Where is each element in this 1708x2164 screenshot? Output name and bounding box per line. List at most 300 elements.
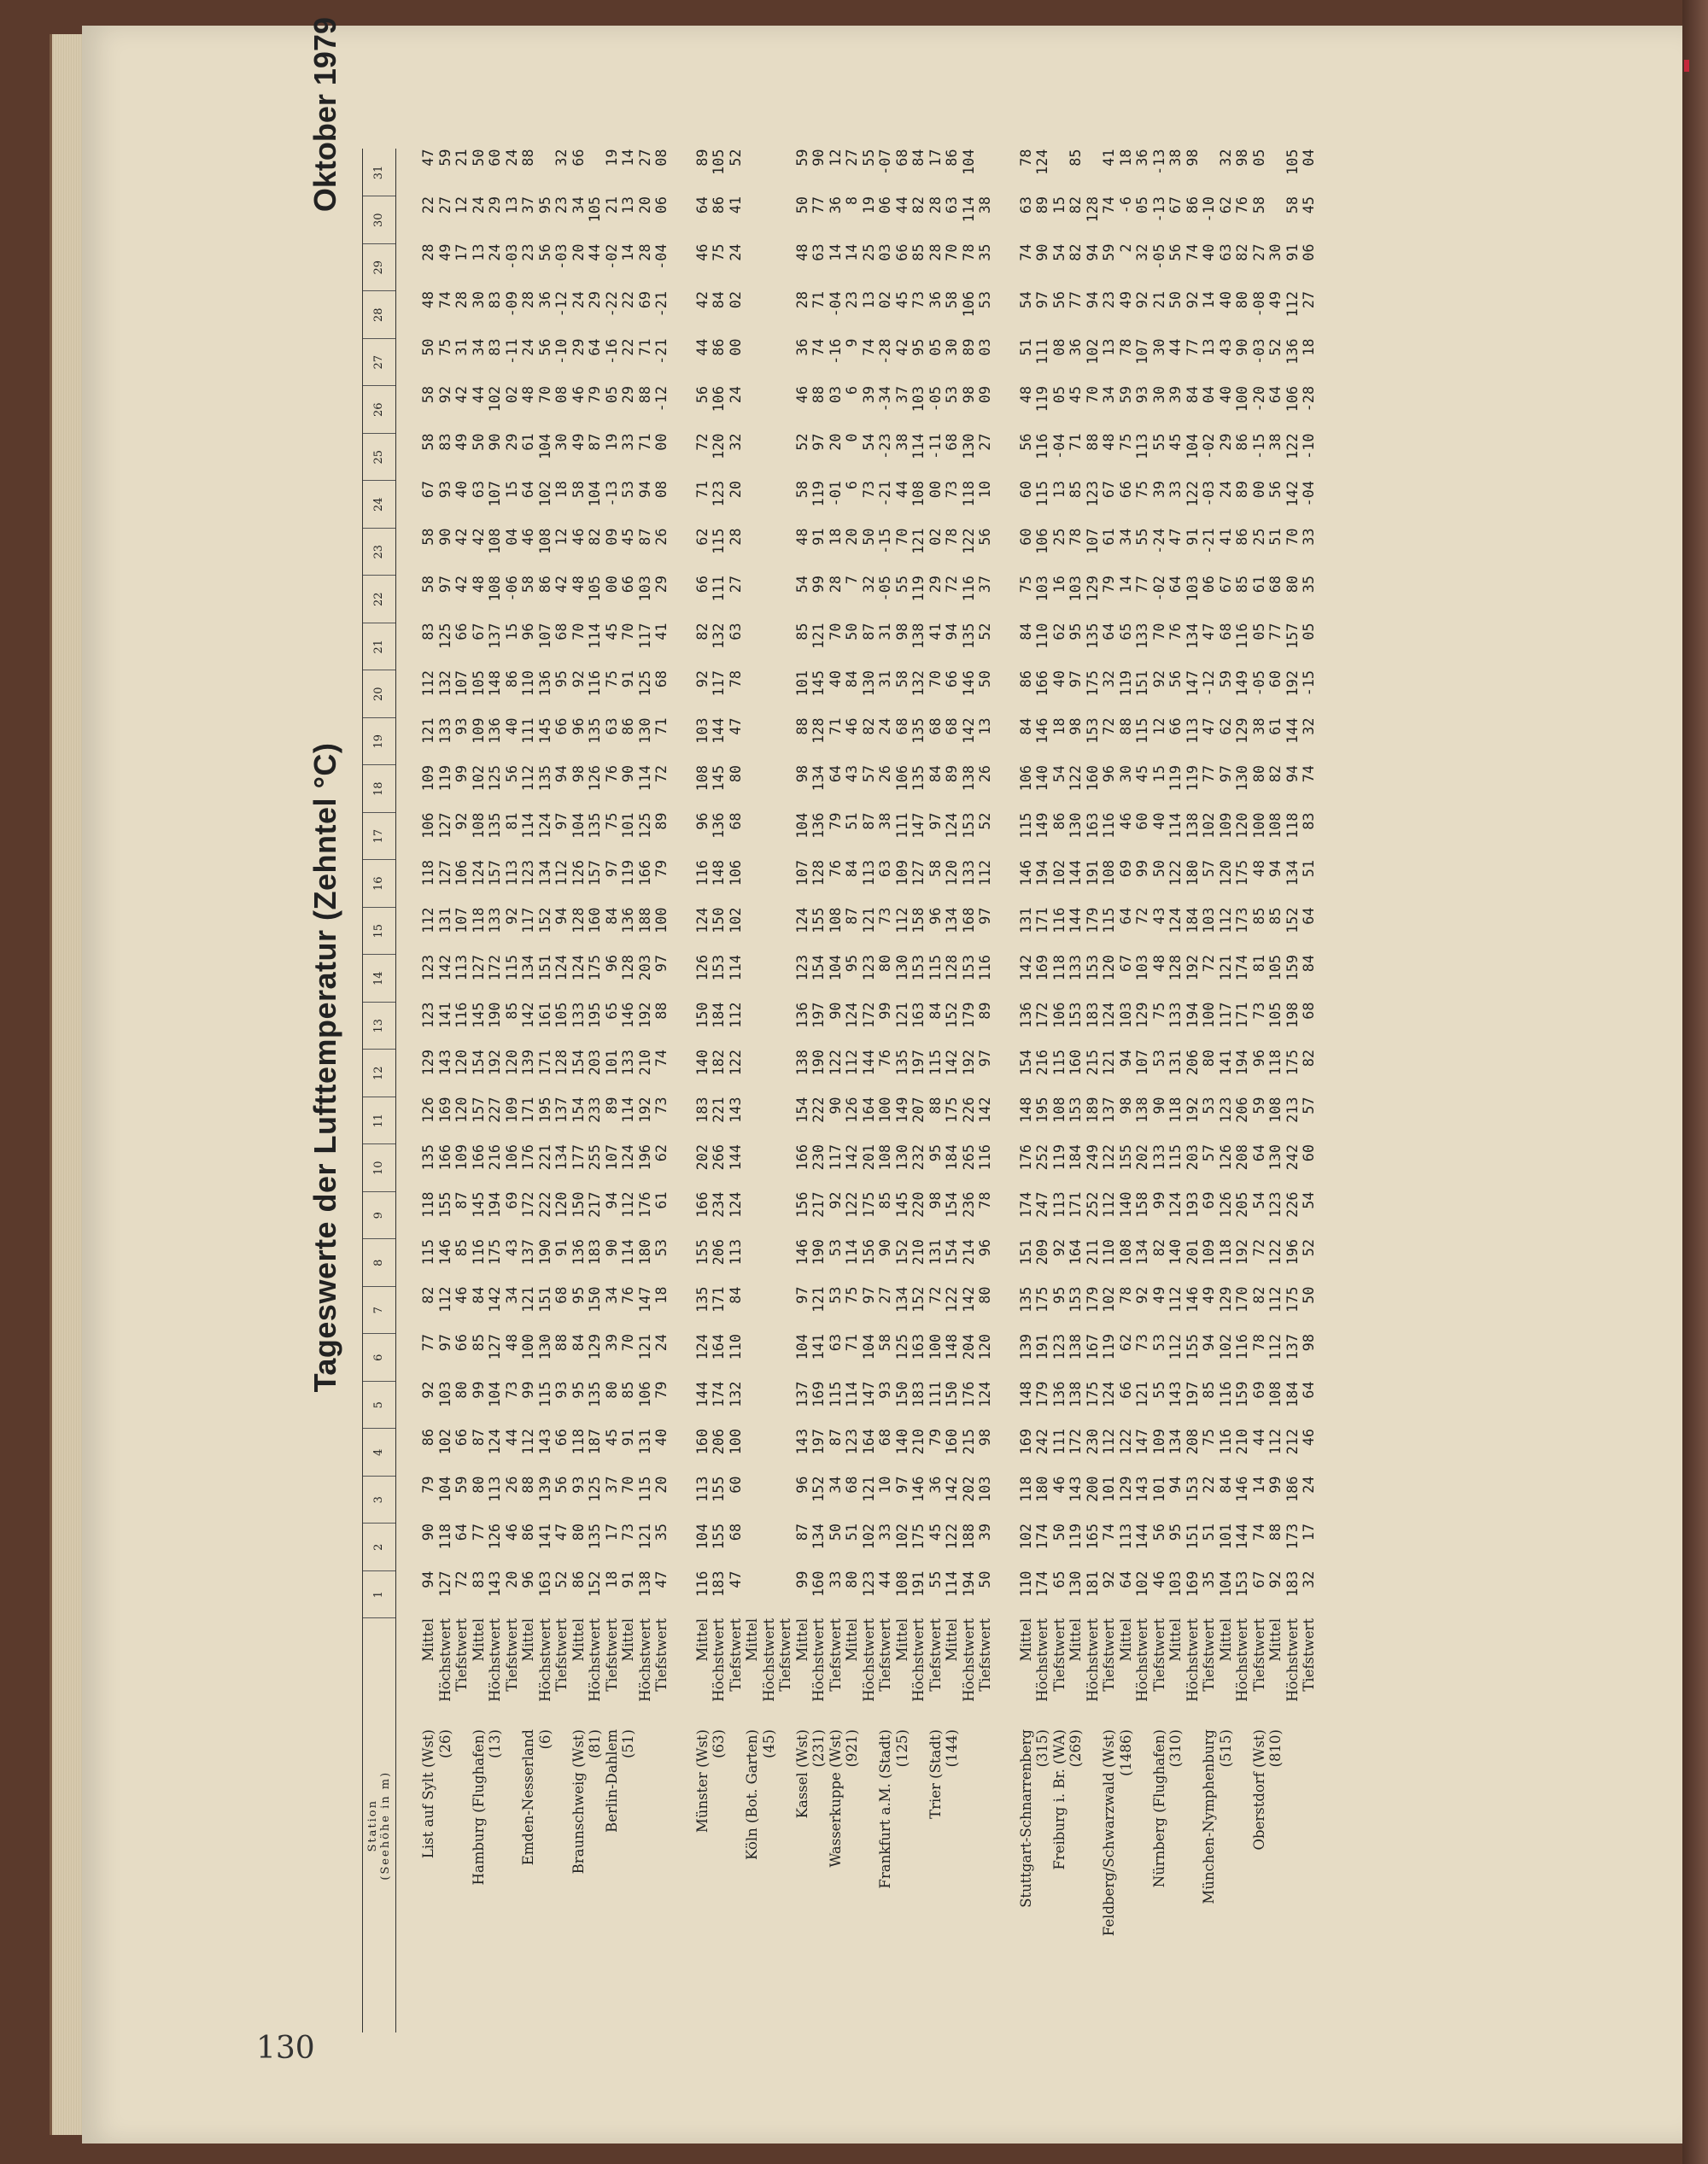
value-cell: -04	[1300, 481, 1317, 507]
value-cell: 133	[569, 1002, 587, 1028]
value-cell: 122	[1067, 765, 1084, 792]
value-cell: 121	[910, 528, 927, 554]
value-cell: 114	[943, 1570, 960, 1597]
value-cell: 122	[943, 1286, 960, 1313]
value-cell: 88	[519, 1476, 536, 1494]
value-cell: 128	[810, 860, 827, 886]
value-cell: 79	[419, 1476, 436, 1494]
temperature-table	[362, 149, 1318, 2033]
value-cell: 152	[810, 1476, 827, 1502]
value-cell: 58	[943, 291, 960, 309]
value-cell: 50	[1300, 1286, 1317, 1304]
value-cell: 66	[943, 670, 960, 688]
value-cell	[777, 1524, 794, 1571]
value-cell: 110	[1100, 1239, 1117, 1266]
value-cell: 172	[486, 955, 503, 981]
value-cell: 64	[1100, 623, 1117, 640]
value-cell: 106	[710, 386, 727, 412]
value-cell: 160	[1067, 1050, 1084, 1076]
value-cell: 48	[793, 528, 810, 546]
value-cell: 72	[693, 433, 711, 451]
station-cell: (13)	[487, 1729, 503, 1758]
value-cell: 14	[1116, 576, 1134, 594]
value-cell: -6	[1116, 196, 1134, 214]
value-cell: 151	[1183, 1524, 1201, 1550]
value-cell	[744, 196, 761, 244]
value-type-cell: Mittel	[744, 1618, 760, 1662]
value-cell: -11	[926, 433, 944, 459]
value-cell	[777, 1382, 794, 1430]
value-cell: 41	[926, 623, 944, 640]
value-cell: 113	[1116, 1524, 1134, 1550]
value-cell: 68	[553, 1286, 570, 1304]
value-cell: 134	[535, 860, 553, 886]
value-cell: 158	[1133, 1191, 1150, 1218]
value-cell: 190	[810, 1050, 827, 1076]
value-cell: 87	[635, 528, 653, 546]
value-cell	[537, 149, 554, 197]
value-cell: 66	[1167, 717, 1184, 735]
value-cell: 56	[1050, 291, 1068, 309]
value-cell	[744, 670, 761, 718]
value-cell: 147	[1133, 1429, 1150, 1455]
value-cell: 44	[469, 386, 487, 404]
value-cell: 93	[436, 481, 453, 499]
value-cell: 55	[1149, 433, 1167, 451]
value-cell: 95	[535, 196, 553, 214]
value-cell: 44	[586, 243, 603, 261]
value-cell: 115	[1100, 907, 1117, 933]
value-cell: 29	[926, 576, 944, 594]
value-cell: 48	[1149, 955, 1167, 973]
value-cell: 76	[1233, 196, 1250, 214]
value-cell: 116	[976, 955, 993, 981]
value-type-cell: Höchstwert	[1234, 1618, 1250, 1702]
value-type-cell: Tiefstwert	[877, 1618, 893, 1692]
value-cell: 174	[1233, 955, 1250, 981]
station-cell: Kassel (Wst)	[793, 1729, 810, 1819]
value-cell: 125	[635, 812, 653, 839]
value-cell: 58	[419, 386, 436, 404]
value-cell: 24	[726, 386, 744, 404]
value-cell: 86	[619, 717, 636, 735]
value-cell: 74	[1100, 1524, 1117, 1541]
value-cell: 99	[793, 1570, 810, 1588]
value-cell: 135	[535, 765, 553, 792]
value-cell: 93	[569, 1476, 587, 1494]
value-cell: 74	[1183, 243, 1201, 261]
value-cell: 114	[619, 1239, 636, 1266]
value-cell: 127	[436, 860, 453, 886]
value-cell: 9	[843, 338, 860, 348]
value-cell: 175	[1283, 1050, 1301, 1076]
value-cell: 179	[1083, 907, 1101, 933]
value-cell: 74	[652, 1050, 670, 1067]
value-cell	[777, 529, 794, 576]
value-type-cell: Höchstwert	[436, 1618, 453, 1702]
value-cell: 26	[652, 528, 670, 546]
value-type-cell: Mittel	[1068, 1618, 1084, 1662]
value-cell: 116	[1216, 1429, 1234, 1455]
value-cell: 172	[1033, 1002, 1050, 1028]
station-cell	[861, 1729, 878, 2032]
value-cell: 144	[1233, 1524, 1250, 1550]
rotated-table-block	[307, 17, 1708, 2032]
table-row	[994, 149, 1035, 2033]
station-cell	[910, 1729, 927, 2032]
value-cell: 143	[436, 1050, 453, 1076]
value-cell: 13	[1050, 481, 1068, 499]
value-cell: 54	[1016, 291, 1034, 309]
value-cell: 72	[453, 1570, 470, 1588]
value-cell: 63	[810, 243, 827, 261]
value-cell: 107	[1133, 338, 1150, 365]
value-cell: 132	[710, 623, 727, 649]
value-cell: -15	[1300, 670, 1317, 697]
value-cell: 02	[876, 291, 893, 309]
value-cell: 00	[1249, 481, 1267, 499]
value-cell: 180	[1183, 860, 1201, 886]
value-cell: 88	[635, 386, 653, 404]
value-cell: 136	[710, 812, 727, 839]
value-cell: 130	[959, 433, 977, 459]
value-cell: 144	[1283, 717, 1301, 744]
value-cell: 108	[826, 907, 844, 933]
value-cell: 157	[1283, 623, 1301, 649]
value-cell	[777, 149, 794, 197]
value-cell: 51	[843, 1524, 860, 1541]
value-cell: 116	[1033, 433, 1050, 459]
value-cell: 51	[1300, 860, 1317, 878]
value-cell	[777, 196, 794, 244]
value-cell: -20	[1249, 386, 1267, 412]
station-cell: Stuttgart-Schnarrenberg	[1017, 1729, 1034, 1908]
value-cell: 103	[693, 717, 711, 744]
value-cell: 97	[436, 576, 453, 594]
value-cell: 151	[535, 955, 553, 981]
value-cell: 108	[876, 1144, 893, 1171]
value-cell: 70	[535, 386, 553, 404]
value-cell: 42	[553, 576, 570, 594]
value-cell: 141	[436, 1002, 453, 1028]
value-cell: 27	[976, 433, 993, 451]
value-cell	[777, 386, 794, 434]
value-cell: 171	[1067, 1191, 1084, 1218]
day-header: 27	[363, 339, 396, 387]
value-cell: 98	[1300, 1334, 1317, 1352]
value-cell: 113	[726, 1239, 744, 1266]
value-cell: 138	[793, 1050, 810, 1076]
value-cell: 109	[502, 1097, 520, 1123]
value-cell: -21	[876, 481, 893, 507]
value-cell: 25	[859, 243, 877, 261]
value-cell: 102	[726, 907, 744, 933]
value-cell: 217	[810, 1191, 827, 1218]
value-cell: 60	[1266, 670, 1284, 688]
value-type-cell: Tiefstwert	[927, 1618, 944, 1692]
value-cell: 252	[1083, 1191, 1101, 1218]
value-cell: 71	[843, 1334, 860, 1352]
value-cell	[761, 718, 778, 766]
value-type-cell: Mittel	[1117, 1618, 1134, 1662]
value-cell: 120	[1100, 955, 1117, 981]
value-cell: 197	[810, 1002, 827, 1028]
value-cell: 188	[959, 1524, 977, 1550]
value-cell: 75	[710, 243, 727, 261]
value-cell: 104	[1183, 433, 1201, 459]
value-cell: 175	[1283, 1286, 1301, 1313]
value-cell: 107	[1083, 528, 1101, 554]
value-cell: 136	[1050, 1381, 1068, 1407]
value-cell: 119	[1050, 1144, 1068, 1171]
value-cell: 203	[586, 1050, 603, 1076]
value-type-cell: Höchstwert	[1184, 1618, 1201, 1702]
value-cell: 135	[1016, 1286, 1034, 1313]
value-cell: 64	[1266, 386, 1284, 404]
value-cell: 102	[1100, 1286, 1117, 1313]
day-header: 12	[363, 1050, 396, 1097]
value-cell: 70	[569, 623, 587, 640]
table-row	[810, 149, 828, 2033]
value-type-cell: Höchstwert	[910, 1618, 927, 1702]
value-cell: 75	[602, 670, 620, 688]
value-cell: 44	[892, 481, 910, 499]
value-cell: 125	[586, 1476, 603, 1502]
value-cell: 48	[1249, 860, 1267, 878]
value-cell: 217	[586, 1191, 603, 1218]
value-cell: 107	[602, 1144, 620, 1171]
value-cell: 82	[1266, 765, 1284, 783]
value-cell: 144	[693, 1381, 711, 1407]
value-cell	[761, 244, 778, 292]
value-cell: 61	[1266, 717, 1284, 735]
value-cell: 113	[486, 1476, 503, 1502]
value-cell: 84	[1216, 1476, 1234, 1494]
value-cell: 102	[535, 481, 553, 507]
station-cell: (144)	[944, 1729, 960, 1768]
value-cell: 175	[910, 1524, 927, 1550]
value-cell: 54	[1050, 243, 1068, 261]
value-cell: 80	[843, 1570, 860, 1588]
value-cell: 82	[1249, 1286, 1267, 1304]
value-cell: 68	[943, 717, 960, 735]
value-cell: 108	[1116, 1239, 1134, 1266]
value-cell: 85	[793, 623, 810, 640]
value-cell: 90	[1233, 338, 1250, 356]
value-cell: 87	[586, 433, 603, 451]
value-cell: 151	[535, 1286, 553, 1313]
table-row	[1167, 149, 1184, 2033]
station-cell	[637, 1729, 654, 2032]
day-header: 23	[363, 529, 396, 576]
value-cell: 142	[843, 1144, 860, 1171]
value-cell: 57	[859, 765, 877, 783]
value-cell: 126	[1216, 1191, 1234, 1218]
value-cell: 202	[693, 1144, 711, 1171]
value-cell: 133	[619, 1050, 636, 1076]
value-cell: 234	[710, 1191, 727, 1218]
value-cell: 124	[843, 1002, 860, 1028]
value-cell: 183	[910, 1381, 927, 1407]
table-row	[1051, 149, 1068, 2033]
value-cell: 27	[726, 576, 744, 594]
value-cell: 114	[910, 433, 927, 459]
value-cell: 78	[943, 528, 960, 546]
value-cell: 79	[652, 1381, 670, 1399]
value-cell: 64	[1167, 576, 1184, 594]
value-cell: 24	[1216, 481, 1234, 499]
value-cell: 124	[1100, 1002, 1117, 1028]
value-cell: 63	[943, 196, 960, 214]
value-cell: 86	[1050, 812, 1068, 830]
value-cell: 85	[469, 1334, 487, 1352]
value-cell: 46	[1149, 1570, 1167, 1588]
station-cell	[1134, 1729, 1151, 2032]
value-cell: 210	[910, 1429, 927, 1455]
value-cell: 141	[535, 1524, 553, 1550]
value-cell: 63	[469, 481, 487, 499]
value-type-cell: Tiefstwert	[1301, 1618, 1317, 1692]
value-cell: 176	[635, 1191, 653, 1218]
value-cell: 122	[826, 1050, 844, 1076]
value-cell	[744, 1571, 761, 1619]
value-cell: 86	[1183, 196, 1201, 214]
value-cell: 103	[1200, 907, 1217, 933]
value-cell: 88	[519, 149, 536, 167]
value-cell: 85	[453, 1239, 470, 1257]
table-period: Oktober 1979	[307, 17, 342, 213]
value-cell: 166	[469, 1144, 487, 1171]
value-cell: 176	[519, 1144, 536, 1171]
value-cell: 17	[602, 1524, 620, 1541]
value-cell: 200	[1083, 1476, 1101, 1502]
value-cell: 112	[619, 1191, 636, 1218]
value-cell: 91	[1283, 243, 1301, 261]
value-cell: 35	[976, 243, 993, 261]
value-cell: 73	[619, 1524, 636, 1541]
value-cell: 160	[586, 907, 603, 933]
value-cell: 117	[635, 623, 653, 649]
station-cell: (921)	[844, 1729, 860, 1768]
value-cell: 49	[453, 433, 470, 451]
value-cell: 95	[553, 670, 570, 688]
value-cell: 94	[602, 1191, 620, 1209]
value-type-cell: Tiefstwert	[603, 1618, 620, 1692]
value-cell: 82	[586, 528, 603, 546]
value-cell: 49	[1149, 1286, 1167, 1304]
value-cell: 140	[1116, 1191, 1134, 1218]
value-cell: 107	[453, 670, 470, 697]
value-cell: 94	[1083, 243, 1101, 261]
value-cell: 129	[1233, 717, 1250, 744]
value-cell: 124	[569, 955, 587, 981]
value-cell: 123	[793, 955, 810, 981]
value-cell: 68	[652, 670, 670, 688]
value-cell: 83	[486, 291, 503, 309]
value-cell: 105	[710, 149, 727, 175]
value-cell: 130	[859, 670, 877, 697]
value-cell: 101	[793, 670, 810, 697]
value-cell: 175	[1083, 670, 1101, 697]
value-cell: 79	[926, 1429, 944, 1447]
value-cell: 78	[1116, 338, 1134, 356]
value-cell: 59	[1216, 670, 1234, 688]
value-cell: 130	[635, 717, 653, 744]
value-cell: 93	[876, 1381, 893, 1399]
value-cell: 62	[1216, 196, 1234, 214]
value-cell: 60	[726, 1476, 744, 1494]
value-cell: 33	[826, 1570, 844, 1588]
value-cell: 114	[1167, 812, 1184, 839]
value-cell: -06	[502, 576, 520, 602]
value-cell	[777, 291, 794, 339]
value-cell: 175	[943, 1097, 960, 1123]
station-cell: Freiburg i. Br. (WA)	[1050, 1729, 1068, 1870]
value-cell: 123	[1216, 1097, 1234, 1123]
value-cell: 86	[519, 1524, 536, 1541]
value-cell: 12	[1149, 717, 1167, 735]
value-cell	[744, 1239, 761, 1287]
value-cell: 108	[486, 576, 503, 602]
value-cell: -02	[1149, 576, 1167, 602]
value-cell: 155	[1183, 1334, 1201, 1360]
value-cell: 89	[976, 1002, 993, 1020]
value-cell: 153	[1233, 1570, 1250, 1597]
value-cell: 13	[1100, 338, 1117, 356]
value-cell: 89	[943, 765, 960, 783]
value-cell: 152	[943, 1002, 960, 1028]
value-cell: 68	[1300, 1002, 1317, 1020]
value-cell: 215	[1083, 1050, 1101, 1076]
value-cell	[777, 813, 794, 861]
value-cell: 46	[693, 243, 711, 261]
value-cell: 49	[569, 433, 587, 451]
value-cell	[761, 434, 778, 482]
value-cell: 134	[943, 907, 960, 933]
value-cell: 13	[859, 291, 877, 309]
value-cell: 89	[652, 812, 670, 830]
value-type-cell: Mittel	[693, 1618, 711, 1662]
value-cell: 160	[943, 1429, 960, 1455]
value-cell: 68	[876, 1429, 893, 1447]
value-cell: 188	[635, 907, 653, 933]
value-cell: 20	[843, 528, 860, 546]
value-cell: 47	[726, 717, 744, 735]
value-cell: 108	[910, 481, 927, 507]
value-cell: 10	[976, 481, 993, 499]
value-type-cell: Tiefstwert	[727, 1618, 744, 1692]
value-cell: 31	[453, 338, 470, 356]
value-cell: 159	[1283, 955, 1301, 981]
value-cell: 133	[1067, 955, 1084, 981]
value-cell: 42	[892, 338, 910, 356]
value-cell: 163	[535, 1570, 553, 1597]
value-cell: 125	[892, 1334, 910, 1360]
value-cell: 135	[693, 1286, 711, 1313]
value-cell: 201	[859, 1144, 877, 1171]
value-cell: 65	[1116, 623, 1134, 640]
value-cell: 103	[635, 576, 653, 602]
value-cell: -15	[876, 528, 893, 554]
value-cell: 97	[976, 1050, 993, 1067]
value-cell: 154	[1016, 1050, 1034, 1076]
value-cell: 38	[892, 433, 910, 451]
value-type-cell: Tiefstwert	[1050, 1618, 1068, 1692]
value-cell: 144	[726, 1144, 744, 1171]
value-cell: 14	[843, 243, 860, 261]
value-cell: 53	[1200, 1097, 1217, 1114]
value-cell: 73	[876, 907, 893, 925]
